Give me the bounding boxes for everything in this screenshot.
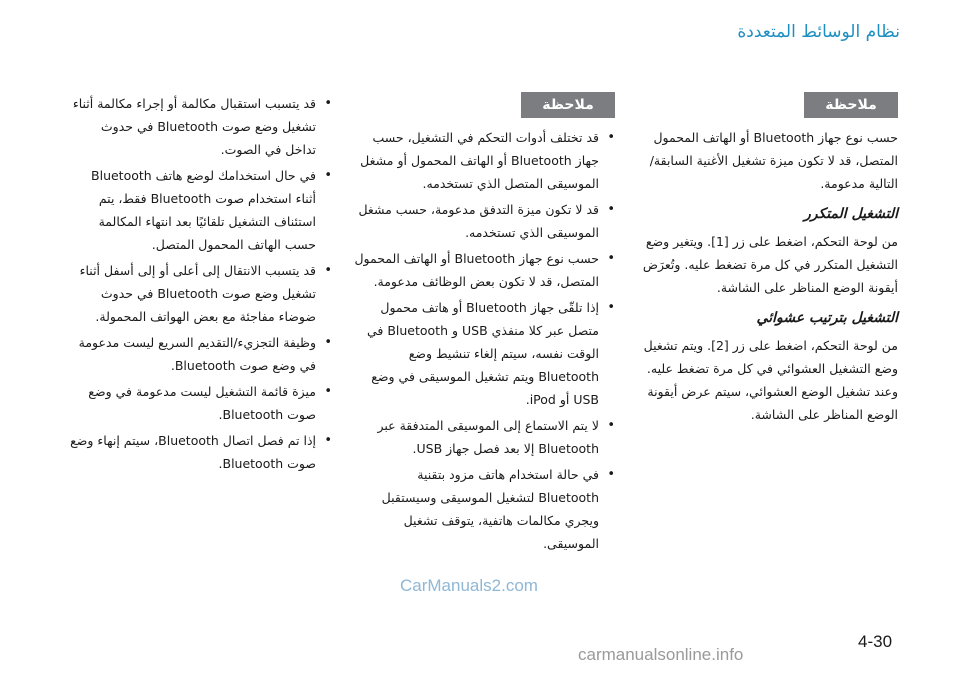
left-bullet-list xyxy=(70,92,332,475)
repeat-paragraph: من لوحة التحكم، اضغط على زر [1]. ويتغير وضع التشغيل المتكرر في كل مرة تضغط عليه. وتُعرَض أيقونة الوضع المناظر على الشاشة. xyxy=(642,234,898,295)
list-item: • إذا تم فصل اتصال Bluetooth، سيتم إنهاء وضع صوت Bluetooth. xyxy=(70,429,332,475)
list-item: • لا يتم الاستماع إلى الموسيقى المتدفقة عبر Bluetooth إلا بعد فصل جهاز USB. xyxy=(353,414,615,460)
footer-site-link[interactable]: carmanualsonline.info xyxy=(578,645,744,664)
list-item: • قد لا تكون ميزة التدفق مدعومة، حسب مشغل الموسيقى الذي تستخدمه. xyxy=(353,198,615,244)
repeat-heading: التشغيل المتكرر xyxy=(803,206,898,222)
right-column xyxy=(640,92,898,430)
page-number: 4-30 xyxy=(858,632,893,651)
list-item: • قد يتسبب الانتقال إلى أعلى أو إلى أسفل أثناء تشغيل وضع صوت Bluetooth في حدوث ضوضاء مفاجئة مع بعض الهواتف المحمولة. xyxy=(70,259,332,328)
note-label: ملاحظة xyxy=(521,92,615,118)
page-header-title: نظام الوسائط المتعددة xyxy=(737,22,900,42)
list-item: • قد تختلف أدوات التحكم في التشغيل، حسب جهاز Bluetooth أو الهاتف المحمول أو مشغل الموسيقى المتصل الذي تستخدمه. xyxy=(353,126,615,195)
shuffle-paragraph: من لوحة التحكم، اضغط على زر [2]. ويتم تشغيل وضع التشغيل العشوائي في كل مرة تضغط عليه. وعند تشغيل الوضع العشوائي، سيتم عرض أيقونة الوضع المناظر على الشاشة. xyxy=(643,338,898,422)
shuffle-heading: التشغيل بترتيب عشوائي xyxy=(756,310,898,326)
intro-paragraph: حسب نوع جهاز Bluetooth أو الهاتف المحمول المتصل، قد لا تكون ميزة تشغيل الأغنية السابقة/ التالية مدعومة. xyxy=(649,130,898,191)
note-label: ملاحظة xyxy=(804,92,898,118)
list-item: • في حالة استخدام هاتف مزود بتقنية Bluetooth لتشغيل الموسيقى وسيستقبل ويجري مكالمات هاتفية، يتوقف تشغيل الموسيقى. xyxy=(353,463,615,555)
watermark-link[interactable]: CarManuals2.com xyxy=(400,576,538,595)
left-column xyxy=(70,92,332,478)
list-item: • في حال استخدامك لوضع هاتف Bluetooth أثناء استخدام صوت Bluetooth فقط، يتم استئناف التشغيل تلقائيًا بعد انتهاء المكالمة حسب الهاتف المحمول المتصل. xyxy=(70,164,332,256)
middle-column xyxy=(353,92,615,558)
list-item: • إذا تلقّى جهاز Bluetooth أو هاتف محمول متصل عبر كلا منفذي USB و Bluetooth في الوقت نفسه، سيتم إلغاء تنشيط وضع Bluetooth ويتم تشغيل الموسيقى في وضع USB أو iPod. xyxy=(353,296,615,411)
list-item: • قد يتسبب استقبال مكالمة أو إجراء مكالمة أثناء تشغيل وضع صوت Bluetooth في حدوث تداخل في الصوت. xyxy=(70,92,332,161)
list-item: • وظيفة التجزيء/التقديم السريع ليست مدعومة في وضع صوت Bluetooth. xyxy=(70,331,332,377)
middle-bullet-list xyxy=(353,126,615,555)
list-item: • ميزة قائمة التشغيل ليست مدعومة في وضع صوت Bluetooth. xyxy=(70,380,332,426)
list-item: • حسب نوع جهاز Bluetooth أو الهاتف المحمول المتصل، قد لا تكون بعض الوظائف مدعومة. xyxy=(353,247,615,293)
